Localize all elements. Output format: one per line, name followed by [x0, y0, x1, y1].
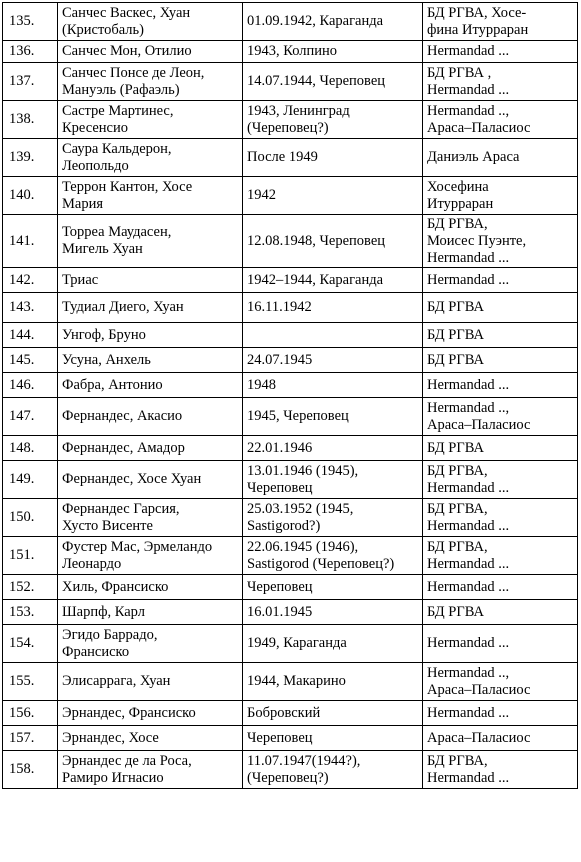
- source-cell: БД РГВА: [423, 293, 578, 323]
- person-name-cell: Саура Кальдерон, Леопольдо: [58, 139, 243, 177]
- table-row: [3, 373, 578, 398]
- date-place-cell: 1943, Ленинград (Череповец?): [243, 101, 423, 139]
- date-place-cell: После 1949: [243, 139, 423, 177]
- source-cell: Даниэль Араса: [423, 139, 578, 177]
- person-name-cell: Тудиал Диего, Хуан: [58, 293, 243, 323]
- row-number-cell: 152.: [3, 575, 58, 600]
- table-row: [3, 575, 578, 600]
- row-number-cell: 135.: [3, 3, 58, 41]
- date-place-cell: 13.01.1946 (1945), Череповец: [243, 461, 423, 499]
- person-name-cell: Унгоф, Бруно: [58, 323, 243, 348]
- row-number-cell: 136.: [3, 41, 58, 63]
- person-name-cell: Элисаррага, Хуан: [58, 663, 243, 701]
- date-place-cell: 1943, Колпино: [243, 41, 423, 63]
- person-name-cell: Торреа Маудасен, Мигель Хуан: [58, 215, 243, 268]
- source-cell: Hermandad ...: [423, 373, 578, 398]
- person-name-cell: Эрнандес де ла Роса, Рамиро Игнасио: [58, 751, 243, 789]
- source-cell: БД РГВА: [423, 436, 578, 461]
- row-number-cell: 143.: [3, 293, 58, 323]
- table-row: [3, 348, 578, 373]
- date-place-cell: 24.07.1945: [243, 348, 423, 373]
- person-name-cell: Фернандес, Амадор: [58, 436, 243, 461]
- table-row: [3, 215, 578, 268]
- row-number-cell: 156.: [3, 701, 58, 726]
- row-number-cell: 138.: [3, 101, 58, 139]
- date-place-cell: 11.07.1947(1944?), (Череповец?): [243, 751, 423, 789]
- source-cell: Хосефина Итурраран: [423, 177, 578, 215]
- row-number-cell: 154.: [3, 625, 58, 663]
- row-number-cell: 141.: [3, 215, 58, 268]
- date-place-cell: 1948: [243, 373, 423, 398]
- source-cell: Араса–Паласиос: [423, 726, 578, 751]
- date-place-cell: 1945, Череповец: [243, 398, 423, 436]
- table-row: [3, 625, 578, 663]
- row-number-cell: 146.: [3, 373, 58, 398]
- row-number-cell: 151.: [3, 537, 58, 575]
- table-row: [3, 323, 578, 348]
- date-place-cell: Бобровский: [243, 701, 423, 726]
- source-cell: БД РГВА , Hermandad ...: [423, 63, 578, 101]
- row-number-cell: 149.: [3, 461, 58, 499]
- source-cell: Hermandad ...: [423, 268, 578, 293]
- table-row: [3, 499, 578, 537]
- source-cell: БД РГВА, Hermandad ...: [423, 537, 578, 575]
- source-cell: Hermandad .., Араса–Паласиос: [423, 398, 578, 436]
- table-row: [3, 751, 578, 789]
- row-number-cell: 142.: [3, 268, 58, 293]
- source-cell: Hermandad ...: [423, 41, 578, 63]
- source-cell: БД РГВА, Hermandad ...: [423, 499, 578, 537]
- row-number-cell: 145.: [3, 348, 58, 373]
- date-place-cell: 16.01.1945: [243, 600, 423, 625]
- table-row: [3, 726, 578, 751]
- date-place-cell: 01.09.1942, Караганда: [243, 3, 423, 41]
- row-number-cell: 153.: [3, 600, 58, 625]
- date-place-cell: Череповец: [243, 575, 423, 600]
- person-name-cell: Усуна, Анхель: [58, 348, 243, 373]
- source-cell: БД РГВА, Моисес Пуэнте, Hermandad ...: [423, 215, 578, 268]
- person-name-cell: Фернандес Гарсия, Хусто Висенте: [58, 499, 243, 537]
- date-place-cell: 1942: [243, 177, 423, 215]
- row-number-cell: 155.: [3, 663, 58, 701]
- person-name-cell: Триас: [58, 268, 243, 293]
- table-row: [3, 600, 578, 625]
- date-place-cell: Череповец: [243, 726, 423, 751]
- date-place-cell: 12.08.1948, Череповец: [243, 215, 423, 268]
- person-name-cell: Санчес Понсе де Леон, Мануэль (Рафаэль): [58, 63, 243, 101]
- person-name-cell: Эрнандес, Франсиско: [58, 701, 243, 726]
- table-row: [3, 663, 578, 701]
- source-cell: БД РГВА: [423, 600, 578, 625]
- person-name-cell: Шарпф, Карл: [58, 600, 243, 625]
- source-cell: БД РГВА, Hermandad ...: [423, 461, 578, 499]
- source-cell: Hermandad .., Араса–Паласиос: [423, 663, 578, 701]
- table-row: [3, 101, 578, 139]
- person-name-cell: Фабра, Антонио: [58, 373, 243, 398]
- table-row: [3, 701, 578, 726]
- person-name-cell: Санчес Васкес, Хуан (Кристобаль): [58, 3, 243, 41]
- source-cell: БД РГВА: [423, 323, 578, 348]
- date-place-cell: 16.11.1942: [243, 293, 423, 323]
- table-row: [3, 3, 578, 41]
- person-name-cell: Фернандес, Хосе Хуан: [58, 461, 243, 499]
- table-row: [3, 139, 578, 177]
- date-place-cell: 1944, Макарино: [243, 663, 423, 701]
- row-number-cell: 148.: [3, 436, 58, 461]
- row-number-cell: 158.: [3, 751, 58, 789]
- person-name-cell: Фернандес, Акасио: [58, 398, 243, 436]
- source-cell: Hermandad .., Араса–Паласиос: [423, 101, 578, 139]
- table-row: [3, 293, 578, 323]
- table-row: [3, 63, 578, 101]
- person-name-cell: Фустер Мас, Эрмеландо Леонардо: [58, 537, 243, 575]
- table-row: [3, 398, 578, 436]
- table-row: [3, 177, 578, 215]
- date-place-cell: 22.06.1945 (1946), Sastigorod (Череповец?): [243, 537, 423, 575]
- date-place-cell: 1942–1944, Караганда: [243, 268, 423, 293]
- table-row: [3, 436, 578, 461]
- person-name-cell: Хиль, Франсиско: [58, 575, 243, 600]
- date-place-cell: 25.03.1952 (1945, Sastigorod?): [243, 499, 423, 537]
- person-name-cell: Састре Мартинес, Кресенсио: [58, 101, 243, 139]
- table-row: [3, 41, 578, 63]
- source-cell: БД РГВА, Hermandad ...: [423, 751, 578, 789]
- source-cell: Hermandad ...: [423, 625, 578, 663]
- date-place-cell: 22.01.1946: [243, 436, 423, 461]
- date-place-cell: [243, 323, 423, 348]
- person-name-cell: Террон Кантон, Хосе Мария: [58, 177, 243, 215]
- table-row: [3, 537, 578, 575]
- source-cell: БД РГВА, Хосе- фина Итурраран: [423, 3, 578, 41]
- row-number-cell: 139.: [3, 139, 58, 177]
- person-name-cell: Эгидо Баррадо, Франсиско: [58, 625, 243, 663]
- person-name-cell: Эрнандес, Хосе: [58, 726, 243, 751]
- row-number-cell: 144.: [3, 323, 58, 348]
- row-number-cell: 157.: [3, 726, 58, 751]
- row-number-cell: 150.: [3, 499, 58, 537]
- person-name-cell: Санчес Мон, Отилио: [58, 41, 243, 63]
- records-table-body: [3, 3, 578, 789]
- row-number-cell: 140.: [3, 177, 58, 215]
- source-cell: Hermandad ...: [423, 575, 578, 600]
- date-place-cell: 14.07.1944, Череповец: [243, 63, 423, 101]
- records-table: [2, 2, 578, 789]
- row-number-cell: 147.: [3, 398, 58, 436]
- date-place-cell: 1949, Караганда: [243, 625, 423, 663]
- row-number-cell: 137.: [3, 63, 58, 101]
- table-row: [3, 461, 578, 499]
- table-row: [3, 268, 578, 293]
- source-cell: БД РГВА: [423, 348, 578, 373]
- source-cell: Hermandad ...: [423, 701, 578, 726]
